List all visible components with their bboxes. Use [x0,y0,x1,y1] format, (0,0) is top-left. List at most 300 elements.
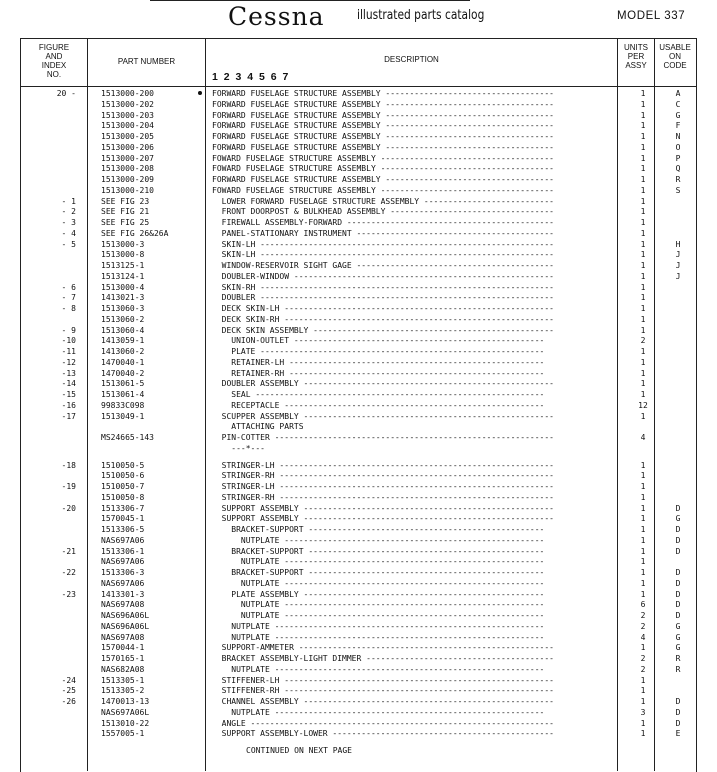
table-row [0,143,717,154]
usable-code: G [675,514,681,524]
part-number: NAS697A08 [101,600,145,610]
table-row [0,401,717,412]
description: LOWER FORWARD FUSELAGE STRUCTURE ASSEMBLY --------------------------- [212,196,554,206]
table-row [0,547,717,558]
part-number: 1513305-1 [101,675,145,685]
figure-index: - 8 [61,304,76,313]
units-per-assy: 1 [640,304,646,313]
part-number: 1513061-5 [101,379,145,389]
description: DECK SKIN-LH -------------------------------------------------------- [212,304,554,313]
header-line: NO. [46,70,62,79]
usable-code: D [675,707,681,717]
description: FORWARD FUSELAGE STRUCTURE ASSEMBLY ----------------------------------- [212,175,554,184]
usable-code: D [675,546,681,556]
table-row [0,665,717,676]
description: NUTPLATE -------------------------------------------------------- [212,707,545,717]
units-per-assy: 1 [640,239,646,249]
part-number: 1510050-7 [101,482,145,491]
part-number: 1513049-1 [101,411,145,421]
table-row [0,493,717,504]
description: PANEL-STATIONARY INSTRUMENT ----------------------------------------- [212,228,554,238]
units-per-assy: 1 [640,293,646,303]
part-number: SEE FIG 23 [101,196,150,206]
units-per-assy: 1 [640,347,646,356]
part-number: 1570045-1 [101,514,145,524]
part-number: 1513125-1 [101,261,145,270]
description: FORWARD FUSELAGE STRUCTURE ASSEMBLY ----------------------------------- [212,99,554,109]
table-row [0,568,717,579]
table-row [0,536,717,547]
table-row [0,261,717,272]
description: PLATE ASSEMBLY -------------------------------------------------- [212,589,545,599]
units-per-assy: 1 [640,228,646,238]
units-per-assy: 1 [640,121,646,131]
description: BRACKET-SUPPORT ------------------------------------------------- [212,546,545,556]
units-per-assy: 1 [640,535,646,545]
units-per-assy: 6 [640,600,646,610]
description: NUTPLATE -------------------------------------------------------- [212,621,545,631]
description: FOWARD FUSELAGE STRUCTURE ASSEMBLY ------------------------------------ [212,164,554,174]
usable-code: J [675,261,681,270]
usable-code: D [675,718,681,728]
part-number: 1513000-202 [101,99,154,109]
header-line: INDEX [41,61,67,70]
table-row [0,175,717,186]
part-number: 1570165-1 [101,654,145,663]
table-row [0,197,717,208]
description: STRINGER-LH --------------------------------------------------------- [212,460,554,470]
description: DOUBLER ------------------------------------------------------------- [212,293,554,303]
table-row [0,590,717,601]
part-number: 1513000-210 [101,185,154,195]
description: BRACKET-SUPPORT ------------------------------------------------- [212,525,545,534]
units-per-assy: 1 [640,503,646,513]
description: SUPPORT ASSEMBLY ---------------------------------------------------- [212,514,554,524]
table-row [0,611,717,622]
units-per-assy: 1 [640,218,646,227]
units-per-assy: 1 [640,196,646,206]
part-number: 1513124-1 [101,271,145,281]
description: BRACKET-SUPPORT ------------------------------------------------- [212,568,545,577]
figure-index: - 6 [61,282,76,292]
part-number: 1513000-200 [101,89,154,98]
description: BRACKET ASSEMBLY-LIGHT DIMMER --------------------------------------- [212,654,554,663]
units-per-assy: 1 [640,675,646,685]
table-row [0,111,717,122]
table-row [0,676,717,687]
usable-code: J [675,250,681,260]
part-number-column-header: PART NUMBER [117,57,176,66]
usable-code: G [675,632,681,642]
description: CHANNEL ASSEMBLY ---------------------------------------------------- [212,697,554,706]
table-row [0,390,717,401]
description: SKIN-LH ------------------------------------------------------------- [212,250,554,260]
table-row [0,686,717,697]
figure-index: -12 [61,357,76,367]
figure-index: - 5 [61,239,76,249]
units-per-assy: 1 [640,390,646,399]
bullet-dot [198,91,202,95]
table-row [0,471,717,482]
table-row [0,207,717,218]
units-per-assy: 1 [640,164,646,174]
table-row [0,412,717,423]
table-row [0,272,717,283]
part-number: NAS697A06L [101,707,150,717]
table-row [0,358,717,369]
units-per-assy: 12 [638,400,648,410]
usable-code: D [675,535,681,545]
units-per-assy: 1 [640,718,646,728]
table-row [0,654,717,665]
description: DOUBLER ASSEMBLY ---------------------------------------------------- [212,379,554,389]
description: NUTPLATE -------------------------------------------------------- [212,664,545,674]
table-row [0,100,717,111]
part-number: 1513060-3 [101,304,145,313]
table-row [0,708,717,719]
figure-index: -11 [61,347,76,356]
table-row [0,422,717,433]
description: SKIN-RH ------------------------------------------------------------- [212,282,554,292]
description: RECEPTACLE ------------------------------------------------------ [212,400,545,410]
figure-column-header [21,43,87,79]
part-number: 1513306-7 [101,503,145,513]
usable-code: G [675,643,681,653]
part-number: 1513010-22 [101,718,150,728]
header-rule [150,0,470,1]
description: ---*--- [212,443,265,453]
part-number: NAS682A08 [101,664,145,674]
units-per-assy: 1 [640,153,646,163]
table-row [0,154,717,165]
part-number: 1513000-203 [101,110,154,120]
usable-code: C [675,99,681,109]
table-row [0,643,717,654]
table-row [0,525,717,536]
part-number: 1470013-13 [101,697,150,706]
part-number: 1513305-2 [101,686,145,696]
table-row [0,336,717,347]
usable-code: G [675,110,681,120]
description: DECK SKIN-RH -------------------------------------------------------- [212,314,554,324]
figure-index: -24 [61,675,76,685]
description: SCUPPER ASSEMBLY ---------------------------------------------------- [212,411,554,421]
usable-code: Q [675,164,681,174]
header-line: PER [627,52,645,61]
table-row [0,579,717,590]
table-row [0,633,717,644]
units-per-assy: 1 [640,568,646,577]
description: NUTPLATE ------------------------------------------------------ [212,611,545,620]
description: RETAINER-LH ----------------------------------------------------- [212,357,545,367]
table-row [0,132,717,143]
part-number: 1513306-1 [101,546,145,556]
usable-code: D [675,611,681,620]
figure-index: -26 [61,697,76,706]
table-row [0,186,717,197]
table-row [0,304,717,315]
usable-code: H [675,239,681,249]
part-number: 1510050-5 [101,460,145,470]
table-row [0,293,717,304]
part-number: 1557005-1 [101,729,145,739]
usable-code: F [675,121,681,131]
part-number: NAS697A06 [101,557,145,567]
units-per-assy: 1 [640,132,646,141]
description: SEAL ------------------------------------------------------------ [212,390,545,399]
figure-index: -16 [61,400,76,410]
description: STRINGER-RH --------------------------------------------------------- [212,492,554,502]
figure-index: -23 [61,589,76,599]
usable-code: R [675,175,681,184]
description: SUPPORT-AMMETER ----------------------------------------------------- [212,643,554,653]
description: WINDOW-RESERVOIR SIGHT GAGE ----------------------------------------- [212,261,554,270]
figure-index: -10 [61,336,76,346]
usable-code: E [675,729,681,739]
units-per-assy: 1 [640,686,646,696]
part-number: 1513000-4 [101,282,145,292]
description: NUTPLATE ------------------------------------------------------ [212,600,545,610]
units-per-assy: 1 [640,525,646,534]
usable-code: D [675,578,681,588]
table-row [0,326,717,337]
description: NUTPLATE ------------------------------------------------------ [212,535,545,545]
table-row [0,164,717,175]
description-column-header: DESCRIPTION [384,55,439,64]
description: STIFFENER-LH -------------------------------------------------------- [212,675,554,685]
part-number: 1513061-4 [101,390,145,399]
continued-note: CONTINUED ON NEXT PAGE [246,746,352,755]
units-per-assy: 1 [640,89,646,98]
part-number: MS24665-143 [101,433,154,442]
table-row [0,250,717,261]
part-number: 1513000-207 [101,153,154,163]
units-per-assy: 1 [640,185,646,195]
table-row [0,240,717,251]
table-row [0,369,717,380]
usable-code: P [675,153,681,163]
description: FORWARD FUSELAGE STRUCTURE ASSEMBLY ----------------------------------- [212,121,554,131]
description: RETAINER-RH ----------------------------------------------------- [212,368,545,378]
usable-code: R [675,654,681,663]
description: STRINGER-LH --------------------------------------------------------- [212,482,554,491]
figure-index: - 1 [61,196,76,206]
units-per-assy: 1 [640,261,646,270]
part-number: NAS696A06L [101,611,150,620]
table-row [0,283,717,294]
table-row [0,315,717,326]
description: ANGLE --------------------------------------------------------------- [212,718,554,728]
units-column-header [618,43,654,70]
units-per-assy: 1 [640,514,646,524]
indent-level-digits: 1 2 3 4 5 6 7 [212,71,290,83]
part-number: NAS697A06 [101,535,145,545]
description: SKIN-LH ------------------------------------------------------------- [212,239,554,249]
units-per-assy: 1 [640,282,646,292]
units-per-assy: 2 [640,654,646,663]
figure-index: - 7 [61,293,76,303]
header-line: ON [669,52,681,61]
part-number: NAS697A08 [101,632,145,642]
table-row [0,482,717,493]
description: FOWARD FUSELAGE STRUCTURE ASSEMBLY ------------------------------------ [212,185,554,195]
usable-code: D [675,697,681,706]
description: UNION-OUTLET ---------------------------------------------------- [212,336,545,346]
usable-code: A [675,89,681,98]
usable-code: D [675,600,681,610]
table-row [0,719,717,730]
figure-index: -19 [61,482,76,491]
units-per-assy: 1 [640,411,646,421]
table-row [0,347,717,358]
units-per-assy: 1 [640,314,646,324]
units-per-assy: 1 [640,142,646,152]
units-per-assy: 1 [640,482,646,491]
part-number: 1513000-204 [101,121,154,131]
usable-code-column-header [655,43,695,70]
description: FORWARD FUSELAGE STRUCTURE ASSEMBLY ----------------------------------- [212,142,554,152]
part-number: 1570044-1 [101,643,145,653]
part-number: 1413059-1 [101,336,145,346]
usable-code: D [675,503,681,513]
description: NUTPLATE ------------------------------------------------------ [212,557,545,567]
header-line: CODE [663,61,687,70]
part-number: 1513000-206 [101,142,154,152]
units-per-assy: 1 [640,492,646,502]
description: PLATE ----------------------------------------------------------- [212,347,545,356]
usable-code: D [675,568,681,577]
figure-index: - 3 [61,218,76,227]
description: FOWARD FUSELAGE STRUCTURE ASSEMBLY ------------------------------------ [212,153,554,163]
units-per-assy: 1 [640,379,646,389]
units-per-assy: 1 [640,207,646,217]
header-line: UNITS [624,43,648,52]
part-number: 1513000-8 [101,250,145,260]
units-per-assy: 4 [640,632,646,642]
description: FIREWALL ASSEMBLY-FORWARD ------------------------------------------- [212,218,554,227]
part-number: 1513000-3 [101,239,145,249]
usable-code: S [675,185,681,195]
figure-index: -14 [61,379,76,389]
part-number: 99833C098 [101,400,145,410]
table-row [0,600,717,611]
usable-code: O [675,142,681,152]
figure-index: -13 [61,368,76,378]
units-per-assy: 1 [640,325,646,335]
table-row [0,557,717,568]
description: DOUBLER-WINDOW ------------------------------------------------------ [212,271,554,281]
part-number: NAS696A06L [101,621,150,631]
figure-index: -20 [61,503,76,513]
units-per-assy: 4 [640,433,646,442]
usable-code: D [675,525,681,534]
description: SUPPORT ASSEMBLY ---------------------------------------------------- [212,503,554,513]
description: NUTPLATE ------------------------------------------------------ [212,578,545,588]
figure-index: - 2 [61,207,76,217]
table-row [0,622,717,633]
part-number: 1413060-2 [101,347,145,356]
description: NUTPLATE -------------------------------------------------------- [212,632,545,642]
figure-index: -21 [61,546,76,556]
usable-code: R [675,664,681,674]
table-row [0,379,717,390]
header-divider [20,86,696,87]
units-per-assy: 1 [640,99,646,109]
units-per-assy: 2 [640,336,646,346]
part-number: 1413021-3 [101,293,145,303]
units-per-assy: 2 [640,611,646,620]
figure-index: -22 [61,568,76,577]
part-number: 1470040-1 [101,357,145,367]
table-row [0,89,717,100]
part-number: 1513000-209 [101,175,154,184]
part-number: 1510050-8 [101,492,145,502]
units-per-assy: 1 [640,546,646,556]
units-per-assy: 1 [640,471,646,481]
description: FORWARD FUSELAGE STRUCTURE ASSEMBLY ----------------------------------- [212,89,554,98]
part-number: 1513000-205 [101,132,154,141]
part-number: 1513060-2 [101,314,145,324]
units-per-assy: 1 [640,271,646,281]
description: PIN-COTTER ---------------------------------------------------------- [212,433,554,442]
table-row [0,697,717,708]
units-per-assy: 3 [640,707,646,717]
figure-index: -17 [61,411,76,421]
part-number: 1513306-3 [101,568,145,577]
header-line: ASSY [625,61,647,70]
part-number: 1413301-3 [101,589,145,599]
part-number: 1513000-208 [101,164,154,174]
units-per-assy: 1 [640,357,646,367]
figure-index: - 4 [61,228,76,238]
table-row [0,461,717,472]
description: ATTACHING PARTS [212,422,304,432]
table-row [0,229,717,240]
description: FORWARD FUSELAGE STRUCTURE ASSEMBLY ----------------------------------- [212,110,554,120]
table-row [0,121,717,132]
units-per-assy: 1 [640,175,646,184]
figure-index: 20 - [56,89,76,98]
table-row [0,218,717,229]
table-row [0,514,717,525]
description: FRONT DOORPOST & BULKHEAD ASSEMBLY ---------------------------------- [212,207,554,217]
header-line: FIGURE [38,43,70,52]
catalog-subtitle: illustrated parts catalog [357,8,485,23]
header-line: USABLE [659,43,691,52]
units-per-assy: 1 [640,578,646,588]
part-number: SEE FIG 25 [101,218,150,227]
description: DECK SKIN ASSEMBLY -------------------------------------------------- [212,325,554,335]
table-row [0,433,717,444]
part-number: 1513306-5 [101,525,145,534]
table-row [0,729,717,740]
table-row [0,444,717,455]
units-per-assy: 2 [640,621,646,631]
usable-code: G [675,621,681,631]
usable-code: N [675,132,681,141]
part-number: 1470040-2 [101,368,145,378]
header-line: AND [45,52,63,61]
model-label: MODEL 337 [617,10,686,22]
description: STIFFENER-RH -------------------------------------------------------- [212,686,554,696]
description: SUPPORT ASSEMBLY-LOWER ---------------------------------------------- [212,729,554,739]
figure-index: -15 [61,390,76,399]
units-per-assy: 1 [640,110,646,120]
page-header [0,0,717,36]
table-row [0,504,717,515]
brand-logo: Cessna [228,2,325,31]
units-per-assy: 1 [640,460,646,470]
